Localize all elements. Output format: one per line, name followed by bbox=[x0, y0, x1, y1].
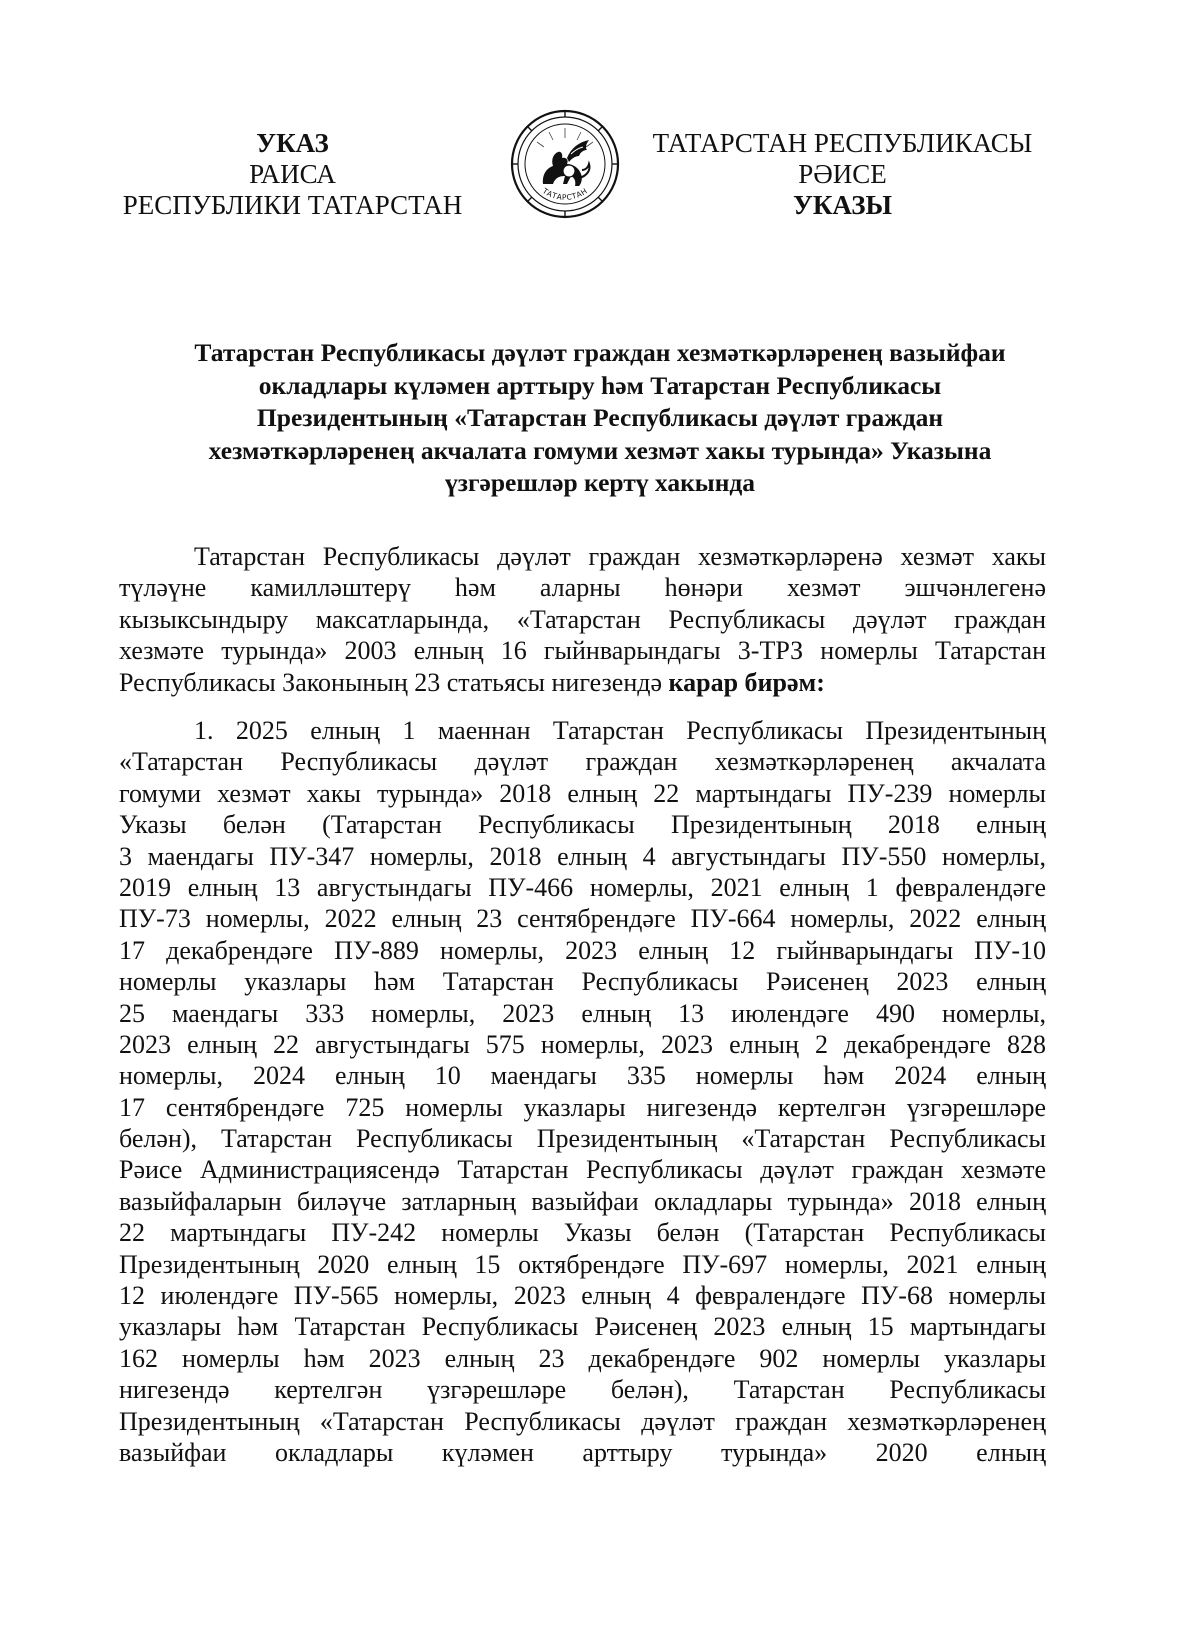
clause-line: вазыйфаларын биләүче затларның вазыйфаи окладлары турында» 2018 елның bbox=[119, 1186, 1046, 1216]
header-right-line-3: УКАЗЫ bbox=[793, 190, 892, 220]
clause-line: 1. 2025 елның 1 маеннан Татарстан Республикасы Президентының bbox=[194, 716, 1046, 745]
emblem-text: ТАТАРСТАН bbox=[540, 186, 590, 202]
preamble-line: Татарстан Республикасы дәүләт граждан хезмәткәрләренә хезмәт хакы bbox=[194, 542, 1046, 571]
clause-line: 3 маендагы ПУ-347 номерлы, 2018 елның 4 августындагы ПУ-550 номерлы, bbox=[119, 841, 1046, 871]
title-line: окладлары күләмен арттыру һәм Татарстан Республикасы bbox=[258, 370, 942, 400]
header-left-line-1: УКАЗ bbox=[256, 128, 329, 158]
preamble-line: Республикасы Законының 23 статьясы нигезендә bbox=[119, 667, 669, 697]
clause-line: ПУ-73 номерлы, 2022 елның 23 сентябрендәге ПУ-664 номерлы, 2022 елның bbox=[119, 904, 1046, 934]
clause-line: номерлы, 2024 елның 10 маендагы 335 номерлы һәм 2024 елның bbox=[119, 1061, 1046, 1091]
clause-line: 12 июлендәге ПУ-565 номерлы, 2023 елның 4 февралендәге ПУ-68 номерлы bbox=[119, 1281, 1046, 1311]
title-line: үзгәрешләр кертү хакында bbox=[444, 468, 756, 497]
clause-line: Рәисе Администрациясендә Татарстан Республикасы дәүләт граждан хезмәте bbox=[119, 1155, 1046, 1185]
clause-line: 17 сентябрендәге 725 номерлы указлары нигезендә кертелгән үзгәрешләре bbox=[119, 1092, 1046, 1122]
clause-line: Президентының 2020 елның 15 октябрендәге ПУ-697 номерлы, 2021 елның bbox=[119, 1249, 1046, 1279]
preamble-line: хезмәте турында» 2003 елның 16 гыйнварындагы 3-ТРЗ номерлы Татарстан bbox=[119, 636, 1046, 666]
header-tatar bbox=[650, 128, 1035, 221]
clause-line: 162 номерлы һәм 2023 елның 23 декабрендәге 902 номерлы указлары bbox=[119, 1343, 1046, 1373]
title-line: Татарстан Республикасы дәүләт граждан хезмәткәрләренең вазыйфаи bbox=[194, 338, 1006, 367]
title-line: хезмәткәрләренең акчалата гомуми хезмәт хакы турында» Указына bbox=[208, 435, 992, 465]
clause-line: 22 мартындагы ПУ-242 номерлы Указы белән (Татарстан Республикасы bbox=[119, 1218, 1046, 1248]
clause-line: 25 маендагы 333 номерлы, 2023 елның 13 июлендәге 490 номерлы, bbox=[119, 998, 1046, 1028]
clause-line: 17 декабрендәге ПУ-889 номерлы, 2023 елның 12 гыйнварындагы ПУ-10 bbox=[119, 935, 1046, 965]
header-left-line-2: РАИСА bbox=[249, 159, 336, 189]
preamble-line: түләүне камилләштерү һәм аларны һөнәри хезмәт эшчәнлегенә bbox=[119, 573, 1046, 603]
clause-line: 2019 елның 13 августындагы ПУ-466 номерлы, 2021 елның 1 февралендәге bbox=[119, 872, 1046, 902]
clause-line: Президентының «Татарстан Республикасы дәүләт граждан хезмәткәрләренең bbox=[119, 1406, 1046, 1436]
clause-line: номерлы указлары һәм Татарстан Республикасы Рәисенең 2023 елның bbox=[119, 967, 1046, 997]
header-right-line-2: РӘИСЕ bbox=[798, 159, 887, 189]
decree-formula: карар бирәм: bbox=[668, 667, 825, 697]
header-right-line-1: ТАТАРСТАН РЕСПУБЛИКАСЫ bbox=[652, 128, 1033, 158]
clause-1-paragraph bbox=[119, 715, 1046, 1468]
clause-line: указлары һәм Татарстан Республикасы Рәисенең 2023 елның 15 мартындагы bbox=[119, 1312, 1046, 1342]
clause-line: 2023 елның 22 августындагы 575 номерлы, 2023 елның 2 декабрендәге 828 bbox=[119, 1029, 1046, 1059]
preamble-line: кызыксындыру максатларында, «Татарстан Республикасы дәүләт граждан bbox=[119, 604, 1046, 634]
clause-line: нигезендә кертелгән үзгәрешләре белән), Татарстан Республикасы bbox=[119, 1375, 1046, 1405]
header-russian bbox=[100, 128, 485, 221]
coat-of-arms-icon bbox=[509, 108, 621, 220]
decree-title bbox=[130, 337, 1070, 500]
clause-line: Указы белән (Татарстан Республикасы Президентының 2018 елның bbox=[119, 810, 1046, 840]
clause-line: «Татарстан Республикасы дәүләт граждан хезмәткәрләренең акчалата bbox=[119, 747, 1046, 777]
clause-line: гомуми хезмәт хакы турында» 2018 елның 22 мартындагы ПУ-239 номерлы bbox=[119, 778, 1046, 808]
clause-line: белән), Татарстан Республикасы Президентының «Татарстан Республикасы bbox=[119, 1124, 1046, 1154]
header-left-line-3: РЕСПУБЛИКИ ТАТАРСТАН bbox=[122, 190, 463, 220]
title-line: Президентының «Татарстан Республикасы дәүләт граждан bbox=[256, 403, 944, 432]
preamble-paragraph bbox=[119, 541, 1046, 698]
clause-line: вазыйфаи окладлары күләмен арттыру турында» 2020 елның bbox=[119, 1437, 1046, 1467]
preamble-last-line bbox=[119, 667, 1046, 698]
